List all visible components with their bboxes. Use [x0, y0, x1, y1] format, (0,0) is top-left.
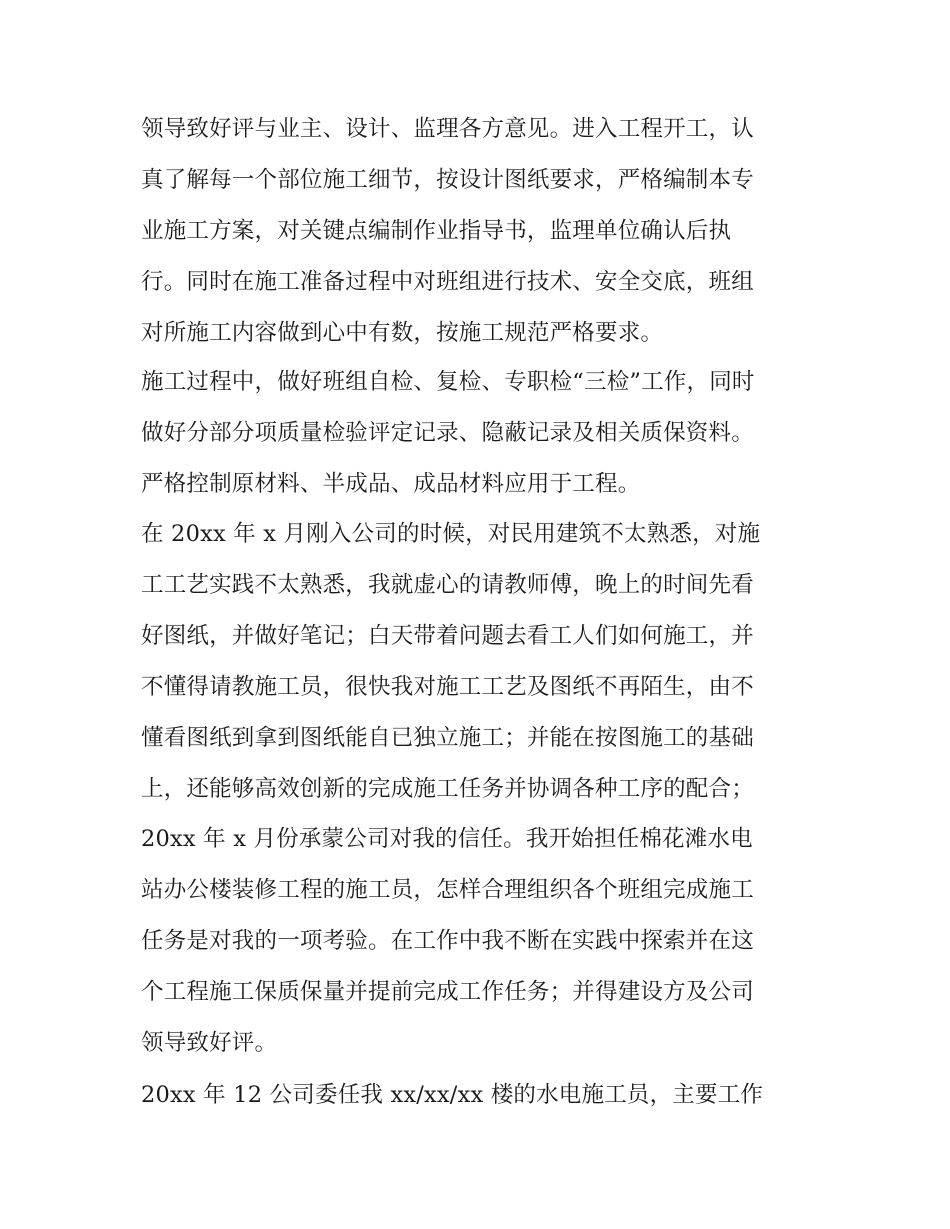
text-line: 对所施工内容做到心中有数，按施工规范严格要求。 — [141, 320, 664, 346]
text-line: 领导致好评与业主、设计、监理各方意见。进入工程开工，认 — [141, 116, 754, 142]
text-line: 任务是对我的一项考验。在工作中我不断在实践中探索并在这 — [141, 928, 754, 954]
text-line: 20xx 年 12 公司委任我 xx/xx/xx 楼的水电施工员，主要工作 — [141, 1082, 764, 1108]
text-line: 严格控制原材料、半成品、成品材料应用于工程。 — [141, 471, 641, 497]
text-line: 站办公楼装修工程的施工员，怎样合理组织各个班组完成施工 — [141, 877, 754, 903]
text-line: 好图纸，并做好笔记；白天带着问题去看工人们如何施工，并 — [141, 623, 754, 649]
text-line: 懂看图纸到拿到图纸能自已独立施工；并能在按图施工的基础 — [141, 725, 754, 751]
text-line: 在 20xx 年 x 月刚入公司的时候，对民用建筑不太熟悉，对施 — [141, 521, 761, 547]
text-line: 做好分部分项质量检验评定记录、隐蔽记录及相关质保资料。 — [141, 420, 754, 446]
text-line: 真了解每一个部位施工细节，按设计图纸要求，严格编制本专 — [141, 167, 754, 193]
text-line: 不懂得请教施工员，很快我对施工工艺及图纸不再陌生，由不 — [141, 674, 754, 700]
text-line: 20xx 年 x 月份承蒙公司对我的信任。我开始担任棉花滩水电 — [141, 826, 753, 852]
text-line: 施工过程中，做好班组自检、复检、专职检“三检”工作，同时 — [141, 369, 755, 395]
text-line: 业施工方案，对关键点编制作业指导书，监理单位确认后执 — [141, 218, 732, 244]
text-line: 领导致好评。 — [141, 1030, 278, 1056]
text-line: 工工艺实践不太熟悉，我就虚心的请教师傅，晚上的时间先看 — [141, 572, 754, 598]
text-line: 行。同时在施工准备过程中对班组进行技术、安全交底，班组 — [141, 269, 754, 295]
text-line: 个工程施工保质保量并提前完成工作任务；并得建设方及公司 — [141, 979, 754, 1005]
text-line: 上，还能够高效创新的完成施工任务并协调各种工序的配合； — [141, 776, 754, 802]
